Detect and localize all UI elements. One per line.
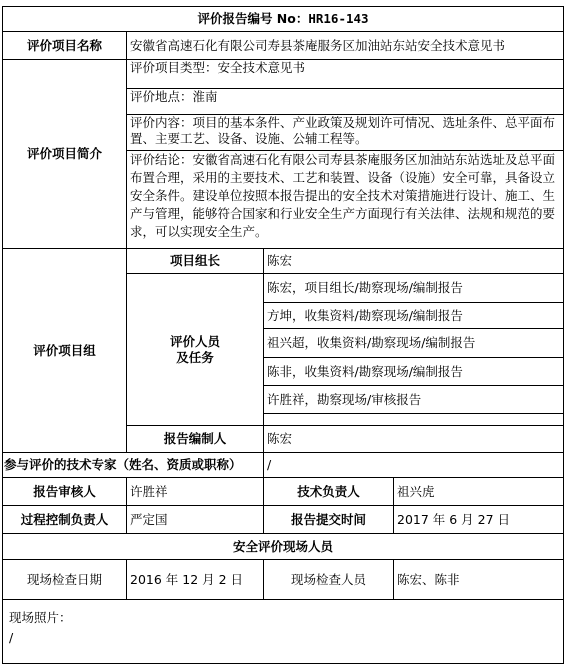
report-number: HR16-143 [308, 11, 369, 26]
team-author-value: 陈宏 [264, 426, 564, 453]
onsite-date-label: 现场检查日期 [3, 560, 127, 600]
team-leader-value: 陈宏 [264, 249, 564, 274]
team-member-1: 陈宏，项目组长/勘察现场/编制报告 [264, 274, 564, 303]
evaluation-report-table [2, 6, 564, 664]
submit-time-value: 2017 年 6 月 27 日 [394, 506, 564, 534]
intro-label: 评价项目简介 [3, 60, 127, 249]
report-number-cell [3, 7, 564, 32]
onsite-staff-label: 现场检查人员 [264, 560, 394, 600]
reviewer-value: 许胜祥 [127, 478, 264, 506]
team-members-label [127, 274, 264, 426]
process-control-value: 严定国 [127, 506, 264, 534]
process-control-label: 过程控制负责人 [3, 506, 127, 534]
team-member-3: 祖兴超，收集资料/勘察现场/编制报告 [264, 329, 564, 358]
onsite-date-value: 2016 年 12 月 2 日 [127, 560, 264, 600]
team-blank-cell [264, 414, 564, 426]
team-members-label-line1: 评价人员 [169, 333, 220, 349]
onsite-row [3, 560, 564, 600]
reviewer-label: 报告审核人 [3, 478, 127, 506]
experts-label: 参与评价的技术专家（姓名、资质或职称） [3, 453, 264, 478]
team-member-4: 陈非，收集资料/勘察现场/编制报告 [264, 358, 564, 386]
submit-time-label: 报告提交时间 [264, 506, 394, 534]
team-author-label: 报告编制人 [127, 426, 264, 453]
project-name-label: 评价项目名称 [3, 32, 127, 60]
team-member-5: 许胜祥，勘察现场/审核报告 [264, 386, 564, 414]
photos-row [3, 600, 564, 664]
intro-location: 评价地点：淮南 [127, 89, 564, 115]
header-row [3, 7, 564, 32]
report-number-label: 评价报告编号 No： [197, 11, 309, 26]
onsite-staff-value: 陈宏、陈非 [394, 560, 564, 600]
onsite-title: 安全评价现场人员 [3, 534, 564, 560]
review-row [3, 478, 564, 506]
team-member-2: 方坤，收集资料/勘察现场/编制报告 [264, 303, 564, 329]
intro-conclusion: 评价结论：安徽省高速石化有限公司寿县茶庵服务区加油站东站选址及总平面布置合理，采用的主要技术、工艺和装置、设备（设施）安全可靠，具备设立安全条件。建设单位按照本报告提出的安全技术对策措施进行设计、施工、生产与管理，能够符合国家和行业安全生产方面现行有关法律、法规和规范的要求，可以实现安全生产。 [127, 151, 564, 249]
photos-value: / [9, 630, 14, 645]
team-label: 评价项目组 [3, 249, 127, 453]
tech-lead-value: 祖兴虎 [394, 478, 564, 506]
team-leader-row [3, 249, 564, 274]
team-members-label-line2: 及任务 [176, 349, 214, 365]
tech-lead-label: 技术负责人 [264, 478, 394, 506]
photos-label: 现场照片： [9, 610, 72, 625]
intro-type: 评价项目类型：安全技术意见书 [127, 60, 564, 89]
experts-row [3, 453, 564, 478]
intro-content: 评价内容：项目的基本条件、产业政策及规划许可情况、选址条件、总平面布置、主要工艺、设备、设施、公辅工程等。 [127, 115, 564, 151]
experts-value: / [264, 453, 564, 478]
project-name-value: 安徽省高速石化有限公司寿县茶庵服务区加油站东站安全技术意见书 [127, 32, 564, 60]
project-name-row [3, 32, 564, 60]
process-row [3, 506, 564, 534]
team-leader-label: 项目组长 [127, 249, 264, 274]
intro-type-row [3, 60, 564, 89]
onsite-title-row [3, 534, 564, 560]
photos-cell [3, 600, 564, 664]
